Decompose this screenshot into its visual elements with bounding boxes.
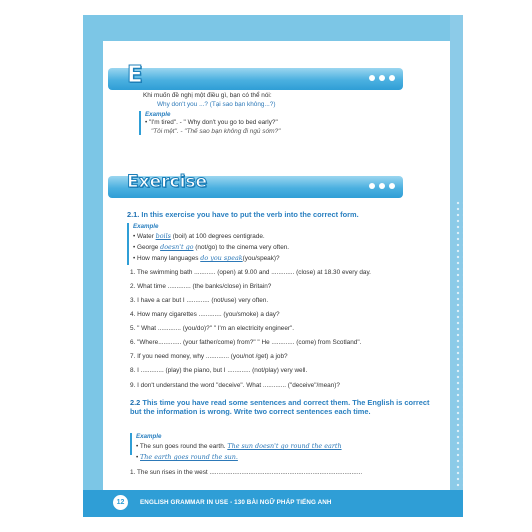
- dot-pattern: [455, 200, 463, 490]
- exercise-2-1-example-label: Example: [133, 223, 159, 230]
- example-line: • The earth goes round the sun.: [136, 453, 238, 461]
- left-margin-band: [83, 15, 103, 495]
- page-number: 12: [112, 494, 129, 511]
- section-e-banner: [108, 68, 403, 90]
- exercise-2-1-instruction: In this exercise you have to put the verb into the correct form.: [141, 210, 359, 219]
- handwritten-answer: boils: [155, 232, 171, 240]
- section-e-example-vi: "Tôi mệt". - "Thế sao bạn không đi ngủ sớm?": [151, 128, 281, 135]
- exercise-2-1-number: 2.1.: [127, 210, 140, 219]
- section-e-example-label: Example: [145, 111, 171, 118]
- banner-dots: [369, 183, 395, 189]
- example-bar: [139, 111, 141, 135]
- handwritten-answer: do you speak: [200, 254, 243, 262]
- handwritten-answer: doesn't go: [160, 243, 194, 251]
- section-e-example-en: • "I'm tired". - " Why don't you go to bed early?": [145, 119, 278, 126]
- exercise-item: 2. What time ............. (the banks/close) in Britain?: [130, 283, 272, 290]
- exercise-2-2-number: 2.2: [130, 398, 141, 407]
- exercise-2-1-heading: [127, 211, 437, 220]
- page-sheet: [103, 41, 450, 490]
- handwritten-answer: The sun doesn't go round the earth: [227, 442, 342, 450]
- exercise-item: 8. I ............. (play) the piano, but I ............. (not/play) very well.: [130, 367, 308, 374]
- exercise-2-2-example-label: Example: [136, 433, 162, 440]
- example-bar: [130, 433, 132, 455]
- exercise-item: 4. How many cigarettes ............. (you/smoke) a day?: [130, 311, 280, 318]
- section-e-intro: Khi muốn đề nghị một điều gì, bạn có thể nói:: [143, 92, 272, 99]
- example-line: • Water boils (boil) at 100 degrees centigrade.: [133, 232, 265, 240]
- example-line: • The sun goes round the earth. The sun doesn't go round the earth: [136, 442, 342, 450]
- exercise-item: 1. The swimming bath ............ (open) at 9.00 and ............. (close) at 18.30 every day.: [130, 269, 371, 276]
- exercise-item: 9. I don't understand the word "deceive". What ............. ("deceive"/mean)?: [130, 382, 340, 389]
- exercise-item: 6. "Where............. (your father/come) from?" " He ............. (come) from Scotland".: [130, 339, 362, 346]
- example-line: • George doesn't go (not/go) to the cinema very often.: [133, 243, 290, 251]
- exercise-item: 3. I have a car but I ............. (not/use) very often.: [130, 297, 269, 304]
- exercise-2-2-heading: [130, 399, 436, 416]
- section-e-formula: Why don't you ...? (Tại sao bạn không...?): [157, 101, 276, 108]
- section-e-letter: E: [127, 62, 143, 88]
- example-line: • How many languages do you speak(you/speak)?: [133, 254, 280, 262]
- top-margin-band: [83, 15, 463, 41]
- example-bar: [127, 223, 129, 265]
- footer-title: ENGLISH GRAMMAR IN USE - 130 BÀI NGỮ PHÁP TIẾNG ANH: [140, 499, 332, 506]
- exercise-item: 5. " What ............. (you/do)?" " I'm an electricity engineer".: [130, 325, 295, 332]
- banner-dots: [369, 75, 395, 81]
- handwritten-answer: The earth goes round the sun.: [140, 453, 238, 461]
- exercise-title: Exercise: [127, 172, 208, 192]
- exercise-2-2-instruction: This time you have read some sentences and correct them. The English is correct but the information is wrong. Write two correct sentences each time.: [130, 398, 430, 416]
- exercise-item: 7. If you need money, why ............. (you/not /get) a job?: [130, 353, 288, 360]
- exercise-item: 1. The sun rises in the west ......................................................................................: [130, 469, 363, 476]
